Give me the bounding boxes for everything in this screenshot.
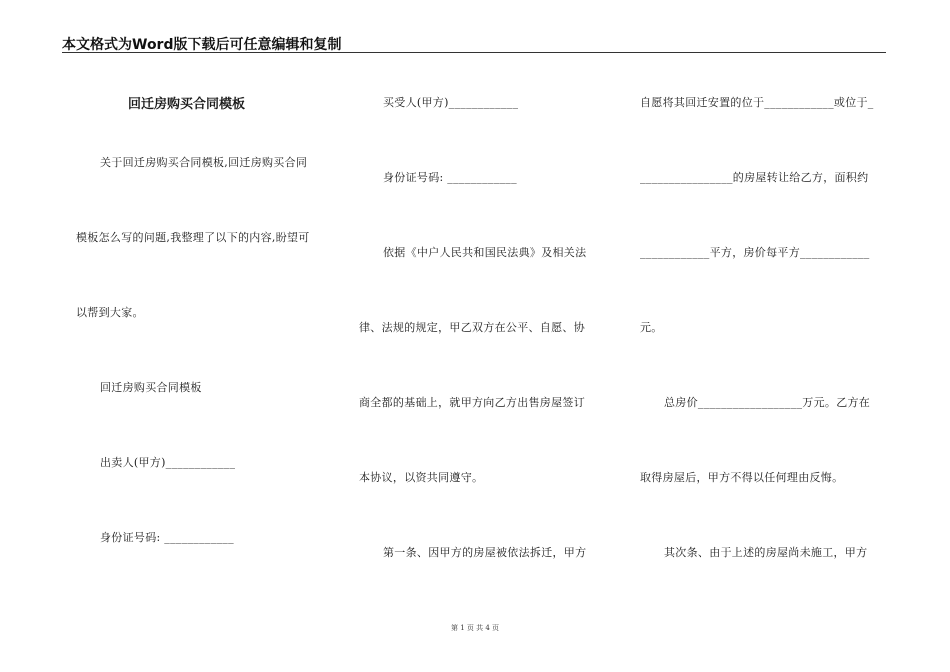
paragraph-line: 模板怎么写的问题,我整理了以下的内容,盼望可 xyxy=(76,231,310,244)
paragraph-line: 第一条、因甲方的房屋被依法拆迁，甲方 xyxy=(383,546,587,559)
paragraph-line: 以帮到大家。 xyxy=(76,306,144,319)
paragraph-line: 关于回迁房购买合同模板,回迁房购买合同 xyxy=(100,156,308,169)
seller-id-field: 身份证号码: ____________ xyxy=(100,531,234,544)
header-divider xyxy=(62,52,886,53)
paragraph-line: ____________平方，房价每平方____________ xyxy=(640,246,870,259)
paragraph-line: 取得房屋后，甲方不得以任何理由反悔。 xyxy=(640,471,844,484)
paragraph-line: 其次条、由于上述的房屋尚未施工，甲方 xyxy=(664,546,868,559)
paragraph-line: 本协议，以资共同遵守。 xyxy=(359,471,484,484)
paragraph-line: 回迁房购买合同模板 xyxy=(100,381,202,394)
paragraph-line: 总房价__________________万元。乙方在 xyxy=(664,396,871,409)
paragraph-line: 自愿将其回迁安置的位于____________或位于_ xyxy=(640,96,874,109)
buyer-field: 买受人(甲方)____________ xyxy=(383,96,519,109)
seller-field: 出卖人(甲方)____________ xyxy=(100,456,236,469)
buyer-id-field: 身份证号码: ____________ xyxy=(383,171,517,184)
paragraph-line: 依据《中户人民共和国民法典》及相关法 xyxy=(383,246,587,259)
document-header: 本文格式为Word版下载后可任意编辑和复制 xyxy=(62,37,342,53)
paragraph-line: 律、法规的规定，甲乙双方在公平、自愿、协 xyxy=(359,321,585,334)
paragraph-line: 商全都的基础上，就甲方向乙方出售房屋签订 xyxy=(359,396,585,409)
paragraph-line: 元。 xyxy=(640,321,663,334)
page-number: 第 1 页 共 4 页 xyxy=(450,624,500,632)
document-title: 回迁房购买合同模板 xyxy=(128,97,246,112)
paragraph-line: ________________的房屋转让给乙方，面积约 xyxy=(640,171,869,184)
